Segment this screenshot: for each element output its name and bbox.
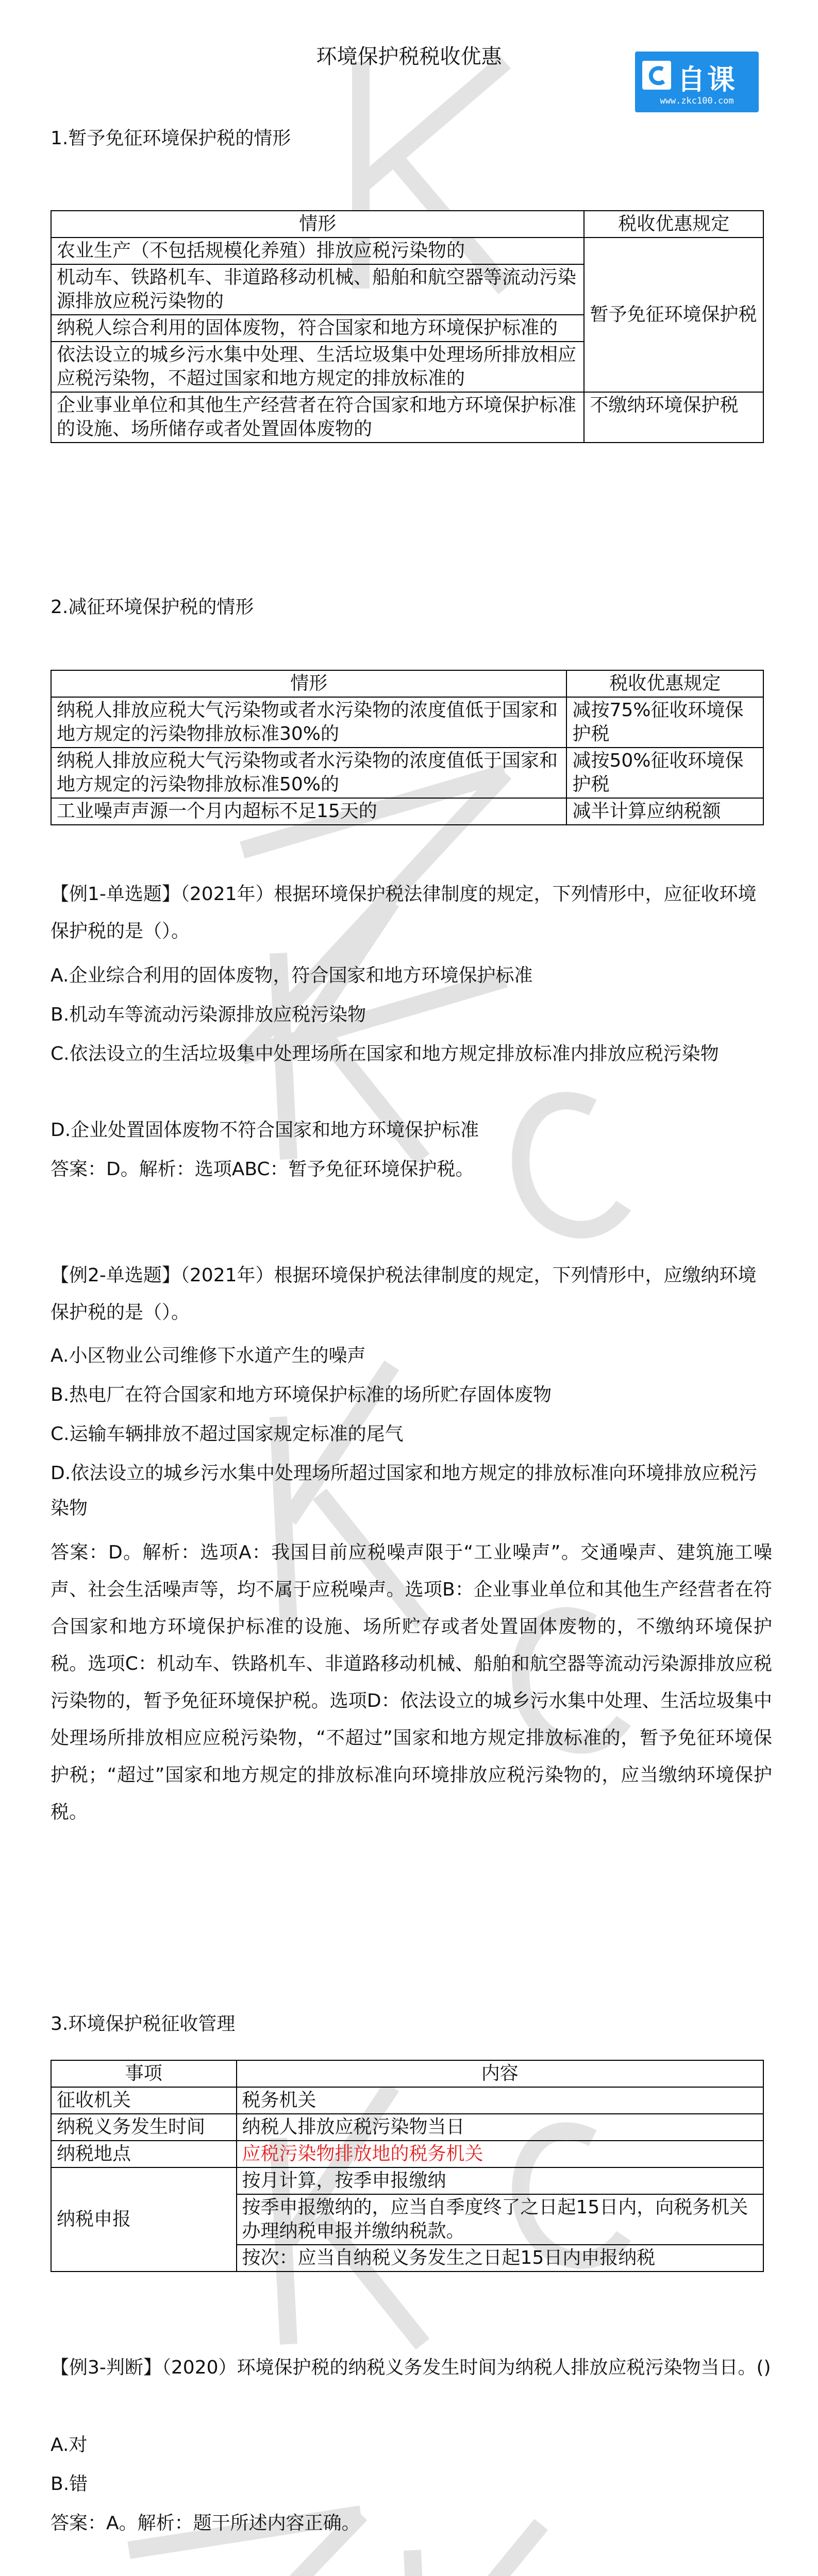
example-1-question: 【例1-单选题】（2021年）根据环境保护税法律制度的规定，下列情形中，应征收环境保护税的是（）。	[51, 884, 757, 942]
exemption-table	[51, 210, 764, 443]
table-row	[51, 238, 763, 264]
table-row	[51, 2114, 763, 2141]
table-cell: 机动车、铁路机车、非道路移动机械、船舶和航空器等流动污染源排放应税污染物的	[51, 264, 584, 315]
example-2-answer: 答案：D。解析：选项A：我国目前应税噪声限于“工业噪声”。交通噪声、建筑施工噪声、社会生活噪声等，均不属于应税噪声。选项B：企业事业单位和其他生产经营者在符合国家和地方环境保护标准的设施、场所贮存或者处置固体废物的，不缴纳环境保护税。选项C：机动车、铁路机车、非道路移动机械、船舶和航空器等流动污染源排放应税污染物的，暂予免征环境保护税。选项D：依法设立的城乡污水集中处理、生活垃圾集中处理场所排放相应应税污染物，“不超过”国家和地方规定排放标准的，暂予免征环境保护税；“超过”国家和地方规定的排放标准向环境排放应税污染物的，应当缴纳环境保护税。	[51, 1542, 772, 1823]
table-header: 情形	[51, 211, 584, 238]
table-cell-policy: 减按50%征收环境保护税	[566, 748, 763, 798]
tax-admin-table	[51, 2060, 764, 2272]
document-title: 环境保护税税收优惠	[316, 45, 502, 69]
table-header: 税收优惠规定	[566, 670, 763, 697]
table-cell: 工业噪声声源一个月内超标不足15天的	[51, 798, 566, 825]
table-cell-policy: 不缴纳环境保护税	[584, 392, 763, 443]
table-header: 事项	[51, 2060, 237, 2087]
table-cell-policy: 减按75%征收环境保护税	[566, 697, 763, 748]
example-3-answer: 答案：A。解析：题干所述内容正确。	[51, 2513, 360, 2534]
table-cell: 税务机关	[237, 2087, 764, 2114]
example-2-option: A.小区物业公司维修下水道产生的噪声	[51, 1345, 366, 1366]
table-cell: 纳税申报	[51, 2167, 237, 2272]
example-2-option: D.依法设立的城乡污水集中处理场所超过国家和地方规定的排放标准向环境排放应税污染物	[51, 1463, 758, 1519]
section-3-heading: 3.环境保护税征收管理	[51, 2013, 236, 2035]
table-cell: 纳税义务发生时间	[51, 2114, 237, 2141]
brand-logo	[635, 52, 759, 112]
table-cell-policy: 减半计算应纳税额	[566, 798, 763, 825]
example-1-option: B.机动车等流动污染源排放应税污染物	[51, 1004, 366, 1025]
table-cell: 纳税人排放应税大气污染物或者水污染物的浓度值低于国家和地方规定的污染物排放标准30%的	[51, 697, 566, 748]
example-2-question: 【例2-单选题】（2021年）根据环境保护税法律制度的规定，下列情形中，应缴纳环境保护税的是（）。	[51, 1265, 757, 1323]
table-cell-highlight: 应税污染物排放地的税务机关	[237, 2141, 764, 2167]
example-2-option: B.热电厂在符合国家和地方环境保护标准的场所贮存固体废物	[51, 1384, 552, 1405]
reduction-table	[51, 670, 764, 825]
table-row	[51, 392, 763, 443]
table-row	[51, 2167, 763, 2194]
table-row	[51, 697, 763, 748]
table-row	[51, 2087, 763, 2114]
table-header: 内容	[237, 2060, 764, 2087]
example-1-option: C.依法设立的生活垃圾集中处理场所在国家和地方规定排放标准内排放应税污染物	[51, 1043, 719, 1064]
section-1-heading: 1.暂予免征环境保护税的情形	[51, 128, 291, 149]
table-cell: 纳税人综合利用的固体废物，符合国家和地方环境保护标准的	[51, 315, 584, 342]
table-row	[51, 748, 763, 798]
logo-text: 自课	[677, 63, 737, 96]
table-cell: 纳税人排放应税污染物当日	[237, 2114, 764, 2141]
table-cell: 按季申报缴纳的，应当自季度终了之日起15日内，向税务机关办理纳税申报并缴纳税款。	[237, 2194, 764, 2245]
example-2-option: C.运输车辆排放不超过国家规定标准的尾气	[51, 1423, 404, 1445]
example-3-question: 【例3-判断】（2020）环境保护税的纳税义务发生时间为纳税人排放应税污染物当日。()	[51, 2357, 771, 2378]
section-2-heading: 2.减征环境保护税的情形	[51, 597, 254, 618]
logo-c-icon	[642, 61, 671, 90]
example-1-option: A.企业综合利用的固体废物，符合国家和地方环境保护标准	[51, 965, 533, 986]
table-cell: 企业事业单位和其他生产经营者在符合国家和地方环境保护标准的设施、场所储存或者处置固体废物的	[51, 392, 584, 443]
example-3-option: A.对	[51, 2434, 88, 2455]
table-row	[51, 798, 763, 825]
table-row	[51, 2141, 763, 2167]
example-1-option: D.企业处置固体废物不符合国家和地方环境保护标准	[51, 1120, 479, 1141]
logo-url: www.zkc100.com	[660, 96, 734, 106]
table-header: 情形	[51, 670, 566, 697]
table-cell: 纳税人排放应税大气污染物或者水污染物的浓度值低于国家和地方规定的污染物排放标准50%的	[51, 748, 566, 798]
table-cell: 按月计算，按季申报缴纳	[237, 2167, 764, 2194]
example-1-answer: 答案：D。解析：选项ABC：暂予免征环境保护税。	[51, 1159, 474, 1180]
table-header: 税收优惠规定	[584, 211, 763, 238]
table-cell-policy: 暂予免征环境保护税	[584, 238, 763, 392]
table-cell: 依法设立的城乡污水集中处理、生活垃圾集中处理场所排放相应应税污染物，不超过国家和地方规定的排放标准的	[51, 342, 584, 392]
table-cell: 纳税地点	[51, 2141, 237, 2167]
table-cell: 按次：应当自纳税义务发生之日起15日内申报纳税	[237, 2245, 764, 2272]
table-cell: 农业生产（不包括规模化养殖）排放应税污染物的	[51, 238, 584, 264]
example-3-option: B.错	[51, 2473, 88, 2495]
table-cell: 征收机关	[51, 2087, 237, 2114]
